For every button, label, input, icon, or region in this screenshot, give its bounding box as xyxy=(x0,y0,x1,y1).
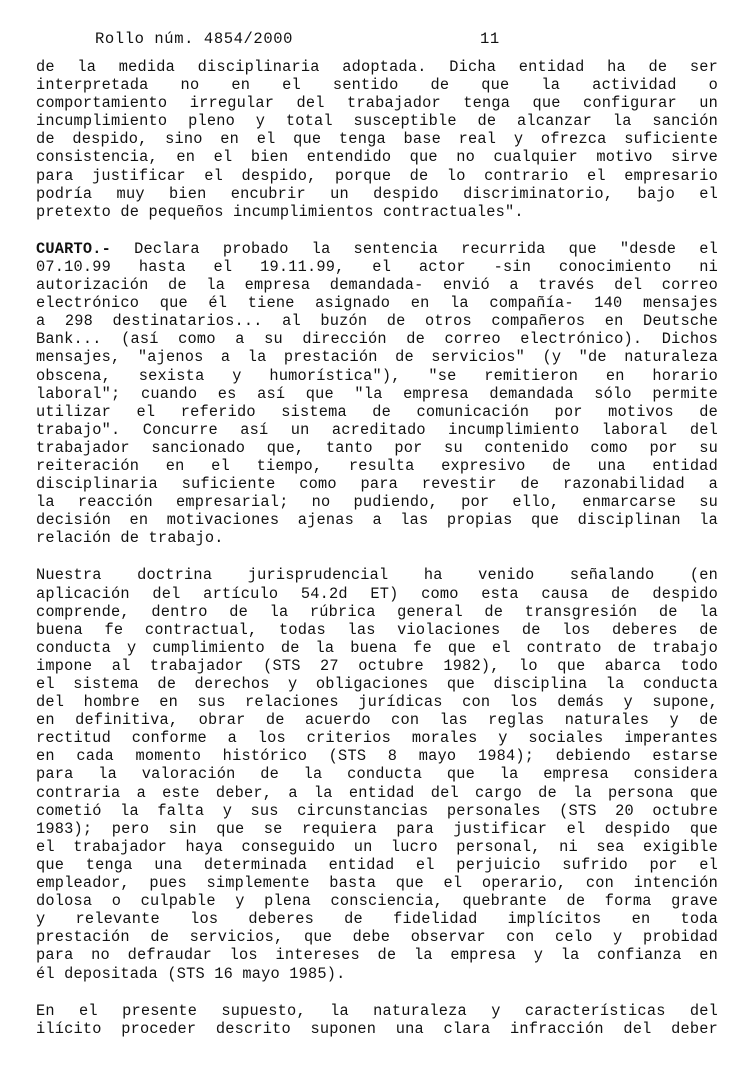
text-line: cometió la falta y sus circunstancias personales (STS 20 octubre xyxy=(36,801,718,820)
text-line: comportamiento irregular del trabajador tenga que configurar un xyxy=(36,94,718,113)
text-line: prestación de servicios, que debe observar con celo y probidad xyxy=(36,928,718,947)
page-number: 11 xyxy=(480,30,500,48)
document-body xyxy=(36,58,718,1038)
text-line: utilizar el referido sistema de comunicación por motivos de xyxy=(36,402,718,421)
text-line: comprende, dentro de la rúbrica general de transgresión de la xyxy=(36,602,718,621)
text-line: del hombre en sus relaciones jurídicas con los demás y supone, xyxy=(36,693,718,712)
page-header xyxy=(0,30,750,50)
text-line: a 298 destinatarios... al buzón de otros compañeros en Deutsche xyxy=(36,312,718,331)
paragraph-supuesto xyxy=(36,1002,718,1038)
text-line: Nuestra doctrina jurisprudencial ha venido señalando (en xyxy=(36,566,718,585)
text-line: para la valoración de la conducta que la empresa considera xyxy=(36,765,718,784)
text-line: podría muy bien encubrir un despido discriminatorio, bajo el xyxy=(36,184,718,203)
text-line: decisión en motivaciones ajenas a las propias que disciplinan la xyxy=(36,511,718,530)
text-line: rectitud conforme a los criterios morales y sociales imperantes xyxy=(36,729,718,748)
text-line: en cada momento histórico (STS 8 mayo 1984); debiendo estarse xyxy=(36,747,718,766)
text-line: laboral"; cuando es así que "la empresa demandada sólo permite xyxy=(36,384,718,403)
text-line-first xyxy=(36,240,718,258)
text-line: reiteración en el tiempo, resulta expresivo de una entidad xyxy=(36,456,718,475)
text-line: buena fe contractual, todas las violaciones de los deberes de xyxy=(36,620,718,639)
paragraph-cuarto xyxy=(36,240,718,548)
text-line: disciplinaria suficiente como para revestir de razonabilidad a xyxy=(36,475,718,494)
text-line: autorización de la empresa demandada- envió a través del correo xyxy=(36,276,718,295)
text-line: el sistema de derechos y obligaciones que disciplina la conducta xyxy=(36,675,718,693)
text-line: el trabajador haya conseguido un lucro personal, ni sea exigible xyxy=(36,837,718,856)
text-line: relación de trabajo. xyxy=(36,529,224,548)
text-line: 07.10.99 hasta el 19.11.99, el actor -sin conocimiento ni xyxy=(36,257,718,276)
text-line: obscena, sexista y humorística"), "se remitieron en horario xyxy=(36,366,718,385)
text-line: 1983); pero sin que se requiera para justificar el despido que xyxy=(36,819,718,838)
text-line: para justificar el despido, porque de lo contrario el empresario xyxy=(36,166,718,185)
text-line: impone al trabajador (STS 27 octubre 1982), lo que abarca todo xyxy=(36,656,718,675)
text-line: para no defraudar los intereses de la empresa y la confianza en xyxy=(36,946,718,965)
paragraph-gap xyxy=(36,983,718,1002)
text-line: contraria a este deber, a la entidad del cargo de la persona que xyxy=(36,783,718,802)
text-line: de la medida disciplinaria adoptada. Dicha entidad ha de ser xyxy=(36,58,718,76)
text-line: la reacción empresarial; no pudiendo, por ello, enmarcarse su xyxy=(36,493,718,512)
text-line: empleador, pues simplemente basta que el operario, con intención xyxy=(36,874,718,893)
text-line: de despido, sino en el que tenga base real y ofrezca suficiente xyxy=(36,130,718,149)
text-line: incumplimiento pleno y total susceptible de alcanzar la sanción xyxy=(36,112,718,131)
text-line: trabajador sancionado que, tanto por su contenido como por su xyxy=(36,438,718,457)
section-heading: CUARTO.- xyxy=(36,239,112,258)
text-line: y relevante los deberes de fidelidad implícitos en toda xyxy=(36,910,718,929)
text-line: pretexto de pequeños incumplimientos contractuales". xyxy=(36,202,524,221)
text-line: aplicación del artículo 54.2d ET) como esta causa de despido xyxy=(36,584,718,603)
text-line: en definitiva, obrar de acuerdo con las reglas naturales y de xyxy=(36,711,718,730)
text-line: ilícito proceder descrito suponen una clara infracción del deber xyxy=(36,1019,718,1038)
paragraph-gap xyxy=(36,221,718,240)
paragraph-gap xyxy=(36,547,718,566)
case-reference: Rollo núm. 4854/2000 xyxy=(95,30,294,48)
text-line: dolosa o culpable y plena consciencia, quebrante de forma grave xyxy=(36,892,718,911)
paragraph-doctrina xyxy=(36,566,718,982)
text-line: consistencia, en el bien entendido que no cualquier motivo sirve xyxy=(36,148,718,167)
text-line: mensajes, "ajenos a la prestación de servicios" (y "de naturaleza xyxy=(36,348,718,367)
text-line: conducta y cumplimiento de la buena fe que el contrato de trabajo xyxy=(36,638,718,657)
text-line: En el presente supuesto, la naturaleza y características del xyxy=(36,1001,718,1020)
text-line: Declara probado la sentencia recurrida que "desde el xyxy=(111,239,718,258)
text-line: él depositada (STS 16 mayo 1985). xyxy=(36,964,346,983)
text-line: Bank... (así como a su dirección de correo electrónico). Dichos xyxy=(36,330,718,349)
text-line: interpretada no en el sentido de que la actividad o xyxy=(36,76,718,95)
text-line: que tenga una determinada entidad el perjuicio sufrido por el xyxy=(36,855,718,874)
text-line: trabajo". Concurre así un acreditado incumplimiento laboral del xyxy=(36,420,718,439)
text-line: electrónico que él tiene asignado en la compañía- 140 mensajes xyxy=(36,294,718,313)
paragraph-continuation xyxy=(36,58,718,221)
